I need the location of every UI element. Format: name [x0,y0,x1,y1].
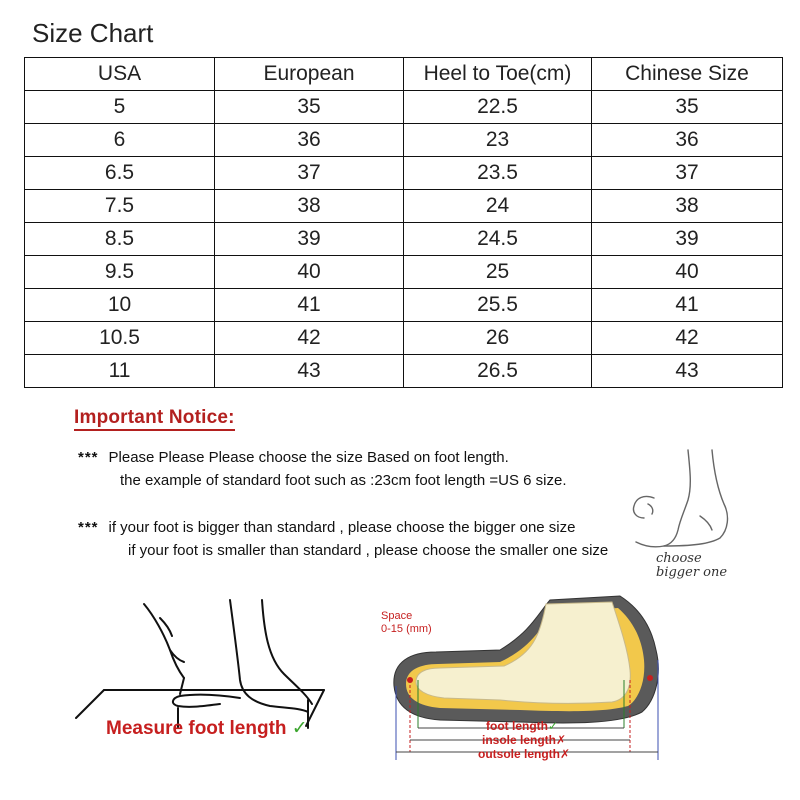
cell-european: 38 [215,190,404,223]
choose-bigger-note [656,552,727,580]
column-header-heel-to-toe: Heel to Toe(cm) [404,58,592,91]
cell-usa: 7.5 [25,190,215,223]
choose-text: choose [656,551,702,566]
cross-icon: ✗ [556,733,567,747]
cell-european: 37 [215,157,404,190]
cross-icon: ✗ [560,747,571,761]
cell-usa: 8.5 [25,223,215,256]
bullet-stars: *** [78,449,99,466]
cell-european: 42 [215,322,404,355]
notice-text-4: if your foot is smaller than standard , please choose the smaller one size [128,542,609,559]
important-notice-title: Important Notice: [74,407,235,431]
insole-length-label [482,733,566,747]
cell-chinese-size: 41 [592,289,783,322]
checkmark-icon: ✓ [291,718,308,739]
cell-european: 35 [215,91,404,124]
space-text: Space [381,610,413,622]
cell-european: 36 [215,124,404,157]
cell-usa: 6.5 [25,157,215,190]
cell-usa: 9.5 [25,256,215,289]
cell-european: 39 [215,223,404,256]
table-row [25,91,783,124]
bullet-stars: *** [78,519,99,536]
cell-usa: 5 [25,91,215,124]
foot-length-label [486,719,558,733]
column-header-usa: USA [25,58,215,91]
column-header-european: European [215,58,404,91]
measure-label-text: Measure foot length [106,718,287,739]
table-row [25,355,783,388]
cell-european: 40 [215,256,404,289]
table-header-row [25,58,783,91]
cell-usa: 10.5 [25,322,215,355]
cell-heel-to-toe: 23 [404,124,592,157]
cell-chinese-size: 40 [592,256,783,289]
cell-heel-to-toe: 23.5 [404,157,592,190]
table-row [25,322,783,355]
cell-heel-to-toe: 26.5 [404,355,592,388]
outsole-length-text: outsole length [478,747,560,761]
cell-usa: 6 [25,124,215,157]
cell-european: 43 [215,355,404,388]
cell-chinese-size: 42 [592,322,783,355]
cell-chinese-size: 43 [592,355,783,388]
cell-chinese-size: 36 [592,124,783,157]
foot-length-text: foot length [486,719,548,733]
cell-european: 41 [215,289,404,322]
notice-text-3: if your foot is bigger than standard , please choose the bigger one size [108,519,576,536]
cell-heel-to-toe: 24.5 [404,223,592,256]
table-row [25,289,783,322]
notice-line-3 [78,519,575,537]
cell-usa: 11 [25,355,215,388]
cell-heel-to-toe: 24 [404,190,592,223]
insole-length-text: insole length [482,733,557,747]
notice-text-2: the example of standard foot such as :23cm foot length =US 6 size. [120,472,567,489]
table-row [25,256,783,289]
space-range-text: 0-15 (mm) [381,623,432,635]
column-header-chinese-size: Chinese Size [592,58,783,91]
notice-text-1: Please Please Please choose the size Based on foot length. [108,449,509,466]
table-row [25,190,783,223]
bigger-one-text: bigger one [656,565,728,580]
page-title: Size Chart [32,18,154,48]
size-chart-table [24,57,783,388]
cell-chinese-size: 37 [592,157,783,190]
cell-heel-to-toe: 25 [404,256,592,289]
checkmark-icon: ✓ [547,719,559,733]
measure-foot-length-label [106,717,308,740]
table-row [25,157,783,190]
table-row [25,124,783,157]
outsole-length-label [478,747,570,761]
cell-heel-to-toe: 25.5 [404,289,592,322]
cell-chinese-size: 35 [592,91,783,124]
table-row [25,223,783,256]
cell-usa: 10 [25,289,215,322]
cell-chinese-size: 39 [592,223,783,256]
notice-line-1 [78,449,509,467]
cell-heel-to-toe: 22.5 [404,91,592,124]
cell-chinese-size: 38 [592,190,783,223]
foot-sketch-illustration [600,420,780,570]
cell-heel-to-toe: 26 [404,322,592,355]
